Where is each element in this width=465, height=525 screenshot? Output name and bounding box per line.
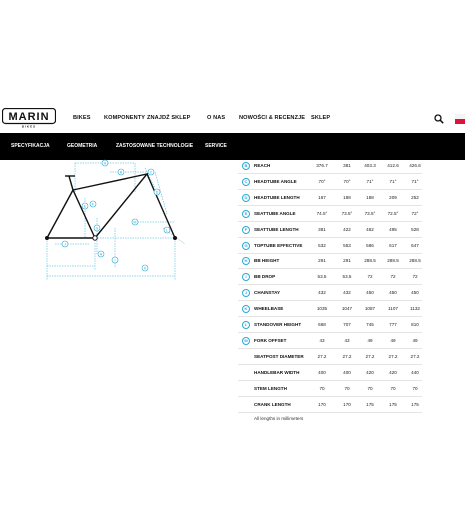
row-value: 495 [389,226,397,232]
row-value: 432 [318,290,326,296]
row-key-badge: M [242,337,250,345]
row-value: 72° [411,210,419,216]
row-value: 381 [343,163,351,168]
subnav-tab-3[interactable]: ZASTOSOWANE TECHNOLOGIE [116,143,194,149]
svg-text:M: M [133,220,137,225]
row-label: FORK OFFSET [254,337,287,343]
geometry-row [238,253,422,269]
row-key-badge: E [242,210,250,218]
row-value: 420 [366,369,374,375]
svg-text:C: C [149,170,153,175]
row-value: 532 [318,242,326,248]
row-label: HANDLEBAR WIDTH [254,369,300,375]
row-value: 70 [390,385,396,391]
row-value: 422 [343,226,351,232]
row-value: 1107 [388,306,398,312]
row-value: 252 [411,194,419,200]
row-label: WHEELBASE [254,306,284,312]
row-value: 1132 [410,306,420,312]
diagram-badge-a [102,160,108,166]
diagram-badge-l [164,227,170,233]
row-value: 668 [318,322,326,327]
row-label: BB DROP [254,274,276,280]
diagram-badge-g [94,225,100,231]
row-key-badge: D [242,194,250,202]
row-value: 707 [343,322,351,327]
svg-text:G: G [95,226,99,231]
row-key-badge: J [242,289,250,297]
row-value: 71° [411,178,419,184]
row-value: 400 [343,369,351,375]
row-value: 462 [366,226,374,232]
row-label: HEADTUBE LENGTH [254,194,300,200]
geometry-row [238,269,422,285]
search-icon[interactable] [434,114,444,124]
row-value: 291 [343,258,351,264]
svg-text:F: F [91,202,95,207]
row-value: 70° [343,178,351,184]
nav-item-1[interactable]: BIKES [73,115,91,121]
row-value: 288.5 [409,258,421,264]
geometry-row [238,190,422,206]
diagram-badge-f [90,201,96,207]
svg-text:K: K [143,266,147,271]
nav-item-4[interactable]: O NAS [207,115,226,121]
row-value: 288.5 [387,258,399,264]
row-value: 450 [366,290,374,296]
diagram-badge-c [148,169,154,175]
row-value: 72 [412,274,418,280]
row-value: 72.5° [387,210,399,216]
geometry-row [238,222,422,238]
diagram-badge-j [62,241,68,247]
row-label: HEADTUBE ANGLE [254,178,297,184]
row-value: 288.5 [364,258,376,264]
svg-text:D: D [155,190,159,195]
row-label: REACH [254,163,271,168]
logo-text: MARIN [8,111,50,123]
nav-item-2[interactable]: KOMPONENTY [104,115,146,121]
svg-text:I: I [114,258,116,263]
row-label: SEATPOST DIAMETER [254,353,304,359]
row-value: 70° [318,178,326,184]
geometry-row [238,397,422,413]
row-value: 53.5 [342,274,352,280]
row-value: 376.7 [316,163,328,168]
row-value: 27.2 [342,353,352,359]
row-value: 586 [366,242,374,248]
diagram-badge-d [154,189,160,195]
row-label: CRANK LENGTH [254,401,291,407]
row-value: 450 [411,290,419,296]
geometry-row [238,333,422,349]
row-value: 175 [366,401,374,407]
nav-item-6[interactable]: SKLEP [311,115,331,121]
geometry-row [238,301,422,317]
row-divider [238,412,422,413]
diagram-badge-e [82,203,88,209]
diagram-badge-m [132,219,138,225]
row-key-badge: C [242,178,250,186]
row-value: 43 [344,337,350,343]
row-value: 440 [411,369,419,375]
row-value: 70 [367,385,373,391]
row-key-badge: B [242,162,250,170]
geometry-row [238,285,422,301]
row-value: 1047 [341,306,353,312]
row-value: 400 [318,369,326,375]
poland-flag-icon[interactable] [455,114,465,124]
row-value: 617 [389,242,397,248]
row-value: 528 [411,226,419,232]
row-label: SEATTUBE ANGLE [254,210,296,216]
geometry-row [238,158,422,174]
diagram-badge-k [142,265,148,271]
geometry-row [238,174,422,190]
row-value: 188 [366,194,374,200]
row-label: TOPTUBE EFFECTIVE [254,242,303,248]
row-value: 420 [389,369,397,375]
row-value: 27.2 [317,353,327,359]
row-value: 71° [366,178,374,184]
row-value: 1035 [316,306,328,312]
row-value: 175 [411,401,419,407]
subnav-tab-2[interactable]: GEOMETRIA [67,143,98,149]
subnav-tab-1[interactable]: SPECYFIKACJA [11,143,50,149]
row-value: 73.5° [341,210,353,216]
geometry-row [238,238,422,254]
row-key-badge: I [242,273,250,281]
row-key-badge: H [242,257,250,265]
row-label: BB HEIGHT [254,258,280,264]
nav-item-3[interactable]: ZNAJDŹ SKLEP [147,115,191,121]
row-value: 553 [343,242,351,248]
row-value: 745 [366,322,374,327]
row-value: 426.6 [409,163,421,168]
row-value: 27.2 [410,353,420,359]
row-value: 209 [389,194,397,200]
geometry-row [238,206,422,222]
row-value: 777 [389,322,397,327]
row-key-badge: K [242,305,250,313]
row-value: 381 [318,226,326,232]
diagram-badge-h [98,251,104,257]
row-value: 53.5 [317,274,327,280]
svg-text:E: E [83,204,87,209]
row-value: 170 [318,401,326,407]
geometry-row [238,317,422,333]
row-value: 70 [344,385,350,391]
row-label: CHAINSTAY [254,290,281,296]
geometry-row [238,381,422,397]
row-value: 412.6 [387,163,399,168]
row-value: 810 [411,322,419,327]
row-value: 27.2 [388,353,398,359]
row-value: 432 [343,290,351,296]
row-value: 70 [412,385,418,391]
diagram-badge-b [118,169,124,175]
row-value: 291 [318,258,326,264]
row-value: 647 [411,242,419,248]
row-value: 403.3 [364,163,376,168]
geometry-row [238,349,422,365]
svg-text:A: A [103,161,107,166]
row-value: 49 [367,337,373,343]
row-value: 43 [319,337,325,343]
row-value: 74.5° [316,210,328,216]
diagram-badge-i [112,257,118,263]
svg-text:B: B [119,170,123,175]
geometry-row [238,365,422,381]
row-key-badge: G [242,242,250,250]
row-label: STEM LENGTH [254,385,287,391]
row-value: 49 [412,337,418,343]
row-label: STANDOVER HEIGHT [254,322,302,327]
row-value: 71° [389,178,397,184]
svg-text:L: L [166,228,168,233]
row-value: 167 [318,194,326,200]
row-key-badge: F [242,226,250,234]
row-value: 170 [343,401,351,407]
row-value: 70 [319,385,325,391]
row-label: SEATTUBE LENGTH [254,226,299,232]
subnav-tab-4[interactable]: SERVICE [205,143,227,149]
nav-item-5[interactable]: NOWOŚCI & RECENZJE [239,115,306,121]
row-value: 49 [390,337,396,343]
marin-logo[interactable] [2,108,56,128]
row-value: 27.2 [365,353,375,359]
logo-subtext: BIKES [21,124,37,128]
row-value: 73.5° [364,210,376,216]
geometry-diagram [35,158,185,284]
svg-text:H: H [99,252,103,257]
row-value: 72 [390,274,396,280]
row-value: 72 [367,274,373,280]
row-key-badge: L [242,321,250,329]
row-value: 450 [389,290,397,296]
units-note: All lengths in millimeters [254,416,304,421]
row-value: 1087 [364,306,376,312]
svg-text:J: J [64,242,66,247]
row-value: 175 [389,401,397,407]
row-value: 188 [343,194,351,200]
